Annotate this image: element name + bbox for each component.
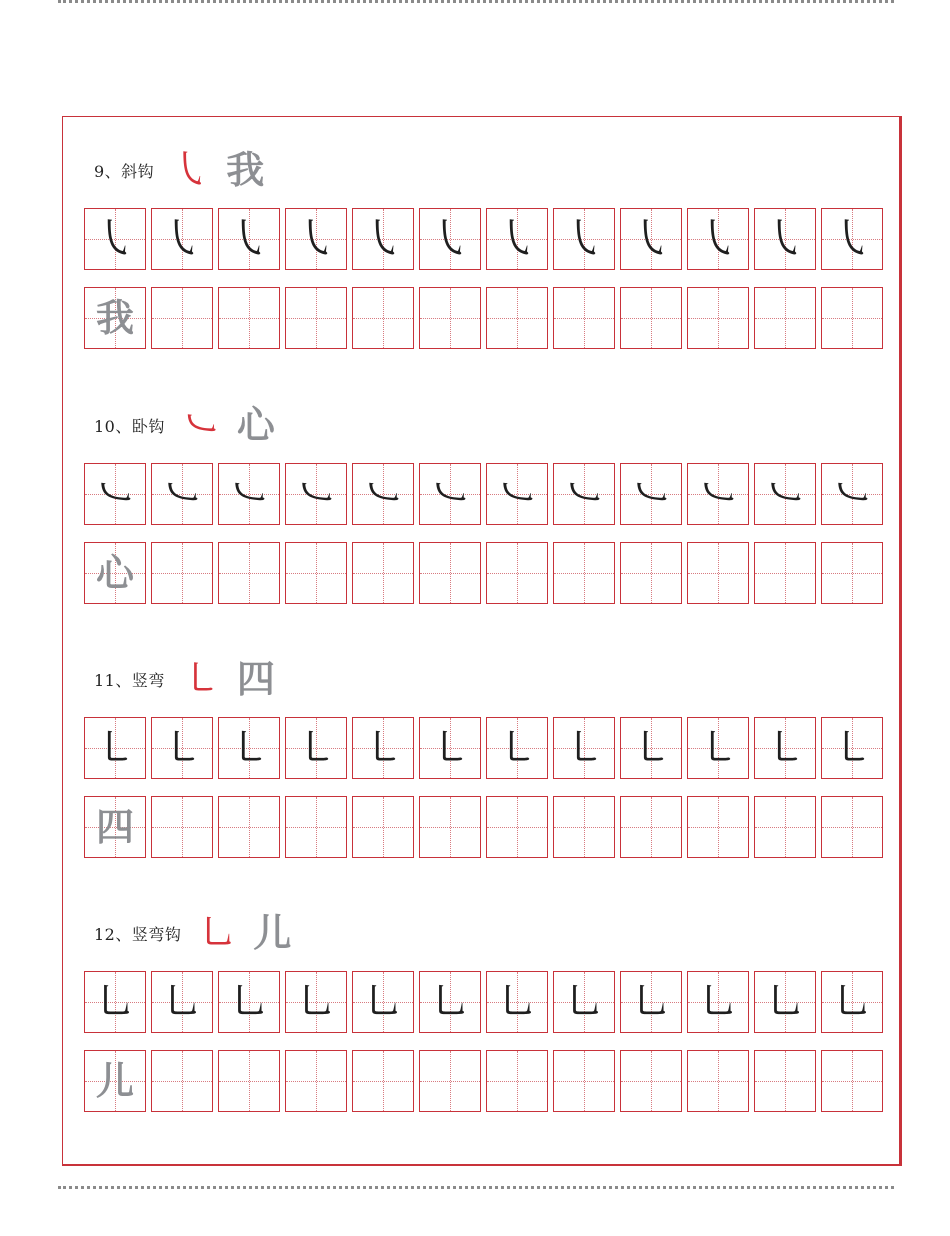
section-label: 12、竖弯钩 <box>94 924 182 944</box>
blank-practice-cell[interactable] <box>218 1050 280 1112</box>
trace-cell <box>84 971 146 1033</box>
blank-practice-cell[interactable] <box>821 796 883 858</box>
model-character: 心 <box>95 550 134 595</box>
section-label: 11、竖弯 <box>94 670 165 690</box>
model-cell <box>84 542 146 604</box>
blank-practice-cell[interactable] <box>553 796 615 858</box>
blank-practice-cell[interactable] <box>486 796 548 858</box>
example-character: 我 <box>226 147 265 192</box>
blank-practice-cell[interactable] <box>620 1050 682 1112</box>
trace-stroke: ㇟ <box>629 977 672 1026</box>
example-character: 心 <box>236 402 275 447</box>
blank-practice-cell[interactable] <box>687 1050 749 1112</box>
trace-cell <box>218 717 280 779</box>
stroke-sample: ㇟ <box>197 910 238 956</box>
stroke-sample: ㇂ <box>170 147 211 193</box>
trace-stroke: ㇄ <box>763 723 806 772</box>
trace-cell <box>352 208 414 270</box>
blank-practice-cell[interactable] <box>620 796 682 858</box>
model-character: 儿 <box>95 1058 134 1103</box>
trace-stroke: ㇟ <box>428 977 471 1026</box>
section-heading <box>94 402 275 448</box>
trace-stroke: ㇟ <box>495 977 538 1026</box>
trace-cell <box>754 463 816 525</box>
trace-stroke: ㇃ <box>294 469 337 518</box>
trace-cell <box>419 717 481 779</box>
blank-practice-cell[interactable] <box>486 542 548 604</box>
practice-row <box>84 1050 883 1112</box>
blank-practice-cell[interactable] <box>553 542 615 604</box>
blank-practice-cell[interactable] <box>687 542 749 604</box>
blank-practice-cell[interactable] <box>620 542 682 604</box>
trace-cell <box>352 971 414 1033</box>
trace-cell <box>84 463 146 525</box>
trace-stroke: ㇃ <box>562 469 605 518</box>
trace-cell <box>419 971 481 1033</box>
trace-cell <box>687 717 749 779</box>
trace-stroke: ㇂ <box>830 214 873 263</box>
trace-cell <box>285 971 347 1033</box>
blank-practice-cell[interactable] <box>486 1050 548 1112</box>
blank-practice-cell[interactable] <box>218 796 280 858</box>
trace-cell <box>486 463 548 525</box>
trace-cell <box>553 463 615 525</box>
blank-practice-cell[interactable] <box>419 287 481 349</box>
trace-cell <box>821 971 883 1033</box>
trace-stroke: ㇃ <box>93 469 136 518</box>
model-character: 四 <box>95 804 134 849</box>
section-heading <box>94 910 292 956</box>
trace-cell <box>486 717 548 779</box>
trace-stroke: ㇟ <box>763 977 806 1026</box>
trace-stroke: ㇂ <box>294 214 337 263</box>
trace-cell <box>218 971 280 1033</box>
trace-stroke: ㇃ <box>830 469 873 518</box>
trace-row <box>84 208 883 270</box>
blank-practice-cell[interactable] <box>352 542 414 604</box>
trace-stroke: ㇃ <box>227 469 270 518</box>
trace-cell <box>821 717 883 779</box>
trace-stroke: ㇄ <box>93 723 136 772</box>
blank-practice-cell[interactable] <box>218 287 280 349</box>
blank-practice-cell[interactable] <box>687 287 749 349</box>
blank-practice-cell[interactable] <box>553 287 615 349</box>
trace-stroke: ㇃ <box>160 469 203 518</box>
blank-practice-cell[interactable] <box>419 542 481 604</box>
top-dotted-rule <box>58 0 894 3</box>
trace-stroke: ㇄ <box>361 723 404 772</box>
practice-row <box>84 542 883 604</box>
trace-cell <box>218 208 280 270</box>
trace-stroke: ㇂ <box>428 214 471 263</box>
trace-stroke: ㇃ <box>629 469 672 518</box>
blank-practice-cell[interactable] <box>687 796 749 858</box>
blank-practice-cell[interactable] <box>151 796 213 858</box>
blank-practice-cell[interactable] <box>151 287 213 349</box>
trace-cell <box>754 208 816 270</box>
trace-stroke: ㇄ <box>428 723 471 772</box>
trace-stroke: ㇟ <box>696 977 739 1026</box>
trace-stroke: ㇂ <box>696 214 739 263</box>
trace-cell <box>620 463 682 525</box>
blank-practice-cell[interactable] <box>352 1050 414 1112</box>
model-character: 我 <box>95 295 134 340</box>
blank-practice-cell[interactable] <box>285 287 347 349</box>
trace-cell <box>84 208 146 270</box>
trace-stroke: ㇄ <box>629 723 672 772</box>
blank-practice-cell[interactable] <box>419 796 481 858</box>
trace-cell <box>553 717 615 779</box>
trace-cell <box>687 971 749 1033</box>
example-character: 儿 <box>253 910 292 955</box>
section-label: 10、卧钩 <box>94 416 165 436</box>
trace-cell <box>620 971 682 1033</box>
trace-stroke: ㇟ <box>830 977 873 1026</box>
blank-practice-cell[interactable] <box>754 542 816 604</box>
trace-stroke: ㇂ <box>495 214 538 263</box>
blank-practice-cell[interactable] <box>754 287 816 349</box>
trace-stroke: ㇃ <box>495 469 538 518</box>
trace-cell <box>486 208 548 270</box>
trace-stroke: ㇄ <box>495 723 538 772</box>
blank-practice-cell[interactable] <box>486 287 548 349</box>
trace-cell <box>151 717 213 779</box>
trace-stroke: ㇄ <box>562 723 605 772</box>
trace-stroke: ㇄ <box>696 723 739 772</box>
trace-cell <box>419 208 481 270</box>
blank-practice-cell[interactable] <box>553 1050 615 1112</box>
trace-stroke: ㇄ <box>830 723 873 772</box>
trace-stroke: ㇟ <box>294 977 337 1026</box>
model-cell <box>84 1050 146 1112</box>
trace-stroke: ㇟ <box>361 977 404 1026</box>
trace-stroke: ㇂ <box>227 214 270 263</box>
blank-practice-cell[interactable] <box>352 796 414 858</box>
trace-stroke: ㇟ <box>227 977 270 1026</box>
trace-cell <box>620 208 682 270</box>
trace-cell <box>620 717 682 779</box>
blank-practice-cell[interactable] <box>218 542 280 604</box>
trace-cell <box>352 717 414 779</box>
trace-cell <box>486 971 548 1033</box>
section-label: 9、斜钩 <box>94 161 155 181</box>
trace-cell <box>821 463 883 525</box>
stroke-sample: ㇄ <box>180 656 221 702</box>
trace-stroke: ㇄ <box>160 723 203 772</box>
stroke-sample: ㇃ <box>180 402 221 448</box>
trace-cell <box>754 971 816 1033</box>
blank-practice-cell[interactable] <box>821 287 883 349</box>
trace-stroke: ㇂ <box>361 214 404 263</box>
blank-practice-cell[interactable] <box>821 1050 883 1112</box>
trace-stroke: ㇂ <box>562 214 605 263</box>
trace-cell <box>553 208 615 270</box>
trace-cell <box>285 208 347 270</box>
trace-cell <box>419 463 481 525</box>
trace-cell <box>84 717 146 779</box>
blank-practice-cell[interactable] <box>151 1050 213 1112</box>
trace-row <box>84 463 883 525</box>
trace-cell <box>151 463 213 525</box>
blank-practice-cell[interactable] <box>821 542 883 604</box>
trace-cell <box>151 208 213 270</box>
trace-stroke: ㇂ <box>93 214 136 263</box>
section-heading <box>94 147 265 193</box>
trace-row <box>84 717 883 779</box>
trace-stroke: ㇄ <box>227 723 270 772</box>
example-character: 四 <box>236 656 275 701</box>
blank-practice-cell[interactable] <box>352 287 414 349</box>
trace-stroke: ㇃ <box>763 469 806 518</box>
blank-practice-cell[interactable] <box>754 1050 816 1112</box>
trace-stroke: ㇟ <box>93 977 136 1026</box>
trace-stroke: ㇃ <box>428 469 471 518</box>
trace-stroke: ㇟ <box>160 977 203 1026</box>
model-cell <box>84 287 146 349</box>
blank-practice-cell[interactable] <box>419 1050 481 1112</box>
trace-row <box>84 971 883 1033</box>
blank-practice-cell[interactable] <box>620 287 682 349</box>
bottom-dotted-rule <box>58 1186 894 1189</box>
blank-practice-cell[interactable] <box>285 542 347 604</box>
trace-cell <box>821 208 883 270</box>
trace-stroke: ㇂ <box>629 214 672 263</box>
trace-cell <box>687 208 749 270</box>
trace-cell <box>285 717 347 779</box>
section-heading <box>94 656 275 702</box>
trace-cell <box>687 463 749 525</box>
blank-practice-cell[interactable] <box>754 796 816 858</box>
blank-practice-cell[interactable] <box>285 1050 347 1112</box>
trace-cell <box>553 971 615 1033</box>
trace-stroke: ㇄ <box>294 723 337 772</box>
trace-cell <box>285 463 347 525</box>
trace-stroke: ㇃ <box>696 469 739 518</box>
trace-stroke: ㇂ <box>160 214 203 263</box>
trace-cell <box>218 463 280 525</box>
trace-cell <box>151 971 213 1033</box>
model-cell <box>84 796 146 858</box>
blank-practice-cell[interactable] <box>285 796 347 858</box>
practice-row <box>84 796 883 858</box>
trace-cell <box>352 463 414 525</box>
trace-stroke: ㇃ <box>361 469 404 518</box>
trace-stroke: ㇟ <box>562 977 605 1026</box>
practice-row <box>84 287 883 349</box>
trace-cell <box>754 717 816 779</box>
blank-practice-cell[interactable] <box>151 542 213 604</box>
trace-stroke: ㇂ <box>763 214 806 263</box>
